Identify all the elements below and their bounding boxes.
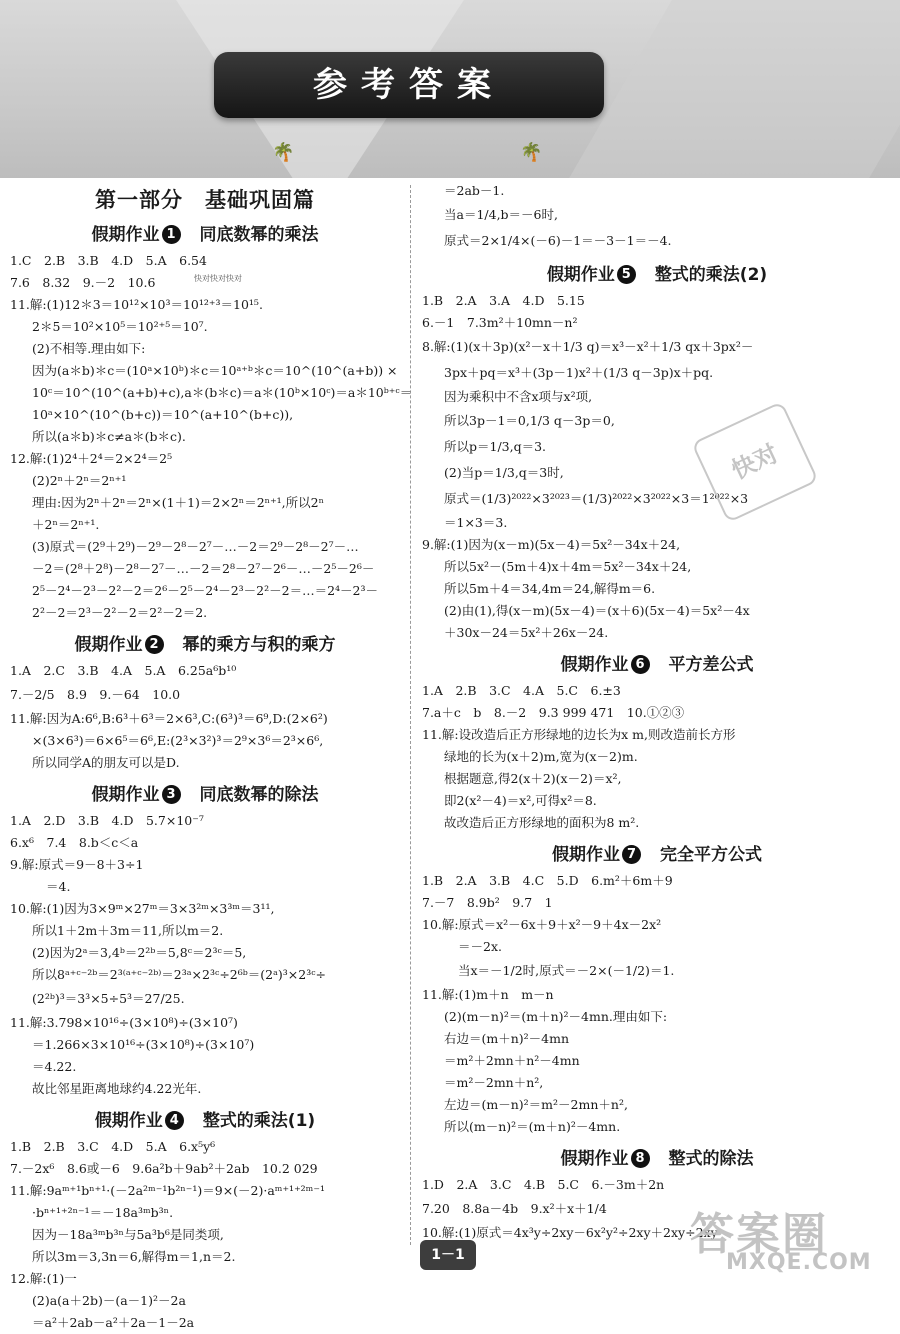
answer-line: ＋2ⁿ＝2ⁿ⁺¹. [32, 517, 100, 532]
number-badge: 5 [617, 265, 636, 284]
answer-block [422, 680, 892, 834]
answer-line: ＋30x－24＝5x²＋26x－24. [444, 625, 609, 640]
answer-line: (2)当p＝1/3,q＝3时, [444, 465, 564, 480]
answer-line: 7.a＋c b 8.－2 9.3 999 471 10.①②③ [422, 705, 685, 720]
answer-line: ×(3×6³)＝6×6⁵＝6⁶,E:(2³×3²)³＝2⁹×3⁶＝2³×6⁶, [32, 733, 324, 748]
answer-line: (3)原式＝(2⁹＋2⁹)－2⁹－2⁸－2⁷－…－2＝2⁹－2⁸－2⁷－… [32, 539, 359, 554]
page-number: 1－1 [420, 1240, 476, 1270]
left-column [10, 180, 413, 1334]
brand-name: 答案圈 [690, 1209, 828, 1260]
section-heading-text [183, 785, 200, 805]
section-heading-text: 假期作业 [74, 635, 143, 655]
section-heading-text: 完全平方公式 [660, 845, 762, 865]
section-heading-text [652, 655, 669, 675]
answer-line: 因为－18a³ᵐb³ⁿ与5a³b⁶是同类项, [32, 1227, 224, 1242]
answer-line: ＝1×3＝3. [444, 515, 508, 530]
section-heading-6 [422, 650, 892, 675]
answer-block [422, 180, 892, 254]
number-badge: 4 [165, 1111, 184, 1130]
section-heading-7 [422, 840, 892, 865]
answer-line: 理由:因为2ⁿ＋2ⁿ＝2ⁿ×(1＋1)＝2×2ⁿ＝2ⁿ⁺¹,所以2ⁿ [32, 495, 325, 510]
section-heading-text: 假期作业 [560, 655, 629, 675]
answer-block [10, 660, 400, 774]
column-divider [410, 185, 411, 1245]
answer-line: 11.解:因为A:6⁶,B:6³＋6³＝2×6³,C:(6³)³＝6⁹,D:(2×6²) [10, 711, 328, 726]
answer-line: 原式＝2×1/4×(－6)－1＝－3－1＝－4. [444, 233, 672, 248]
answer-line: ·bⁿ⁺¹⁺²ⁿ⁻¹＝－18a³ᵐb³ⁿ. [32, 1205, 174, 1220]
answer-line: (2)由(1),得(x－m)(5x－4)＝(x＋6)(5x－4)＝5x²－4x [444, 603, 750, 618]
answer-line: 所以p＝1/3,q＝3. [444, 439, 547, 454]
palm-icon: 🌴 [272, 142, 295, 163]
answer-block [10, 250, 413, 624]
answer-line: 1.A 2.B 3.C 4.A 5.C 6.±3 [422, 683, 621, 698]
section-heading-text: 幂的乘方与积的乘方 [182, 635, 336, 655]
section-heading-8 [422, 1144, 892, 1169]
answer-line: ＝a²＋2ab－a²＋2a－1－2a [32, 1315, 195, 1330]
answer-line: 1.A 2.D 3.B 4.D 5.7×10⁻⁷ [10, 813, 204, 828]
section-heading-text: 整式的乘法(1) [202, 1111, 316, 1131]
answer-line: ＝2ab－1. [444, 183, 505, 198]
answer-line: 7.20 8.8a－4b 9.x²＋x＋1/4 [422, 1201, 607, 1216]
brand-watermark [690, 1198, 900, 1284]
answer-line: 1.C 2.B 3.B 4.D 5.A 6.54 [10, 253, 207, 268]
section-heading-text: 假期作业 [546, 265, 615, 285]
number-badge: 1 [162, 225, 181, 244]
answer-line: 8.解:(1)(x＋3p)(x²－x＋1/3 q)＝x³－x²＋1/3 qx＋3px²－ [422, 339, 754, 354]
answer-line: 当a＝1/4,b＝－6时, [444, 207, 558, 222]
answer-line: 12.解:(1)一 [10, 1271, 77, 1286]
answer-line: 10.解:(1)原式＝4x³y÷2xy－6x²y²÷2xy＋2xy÷2xy [422, 1225, 718, 1240]
answer-line: 6.x⁶ 7.4 8.b＜c＜a [10, 835, 139, 850]
number-badge: 7 [622, 845, 641, 864]
answer-line: 1.A 2.C 3.B 4.A 5.A 6.25a⁶b¹⁰ [10, 663, 237, 678]
section-heading-text: 同底数幂的除法 [199, 785, 319, 805]
answer-line: 2²－2＝2³－2²－2＝2²－2＝2. [32, 605, 208, 620]
answer-line: 右边＝(m＋n)²－4mn [444, 1031, 570, 1046]
answer-line: 11.解:3.798×10¹⁶÷(3×10⁸)÷(3×10⁷) [10, 1015, 238, 1030]
answer-line: (2²ᵇ)³＝3³×5÷5³＝27/25. [32, 991, 185, 1006]
answer-line: 所以3p－1＝0,1/3 q－3p＝0, [444, 413, 615, 428]
answer-line: 所以5m＋4＝34,4m＝24,解得m＝6. [444, 581, 656, 596]
answer-line: ＝m²－2mn＋n², [444, 1075, 544, 1090]
number-badge: 8 [631, 1149, 650, 1168]
section-heading-text: 假期作业 [91, 785, 160, 805]
answer-line: 1.B 2.A 3.A 4.D 5.15 [422, 293, 585, 308]
answer-line: 所以(a＊b)＊c≠a＊(b＊c). [32, 429, 186, 444]
answer-line: 所以1＋2m＋3m＝11,所以m＝2. [32, 923, 224, 938]
answer-line: 所以(m－n)²＝(m＋n)²－4mn. [444, 1119, 621, 1134]
answer-line: (2)(m－n)²＝(m＋n)²－4mn.理由如下: [444, 1009, 668, 1024]
answer-line: 11.解:(1)m＋n m－n [422, 987, 554, 1002]
answer-line: 12.解:(1)2⁴＋2⁴＝2×2⁴＝2⁵ [10, 451, 173, 466]
answer-stamp: 快对快对快对 [194, 274, 242, 283]
section-heading-text: 整式的除法 [668, 1149, 754, 1169]
answer-line: 原式＝(1/3)²⁰²²×3²⁰²³＝(1/3)²⁰²²×3²⁰²²×3＝1²⁰²²×3 [444, 491, 749, 506]
answer-line: ＝4.22. [32, 1059, 77, 1074]
section-heading-text [166, 635, 183, 655]
answer-line: 2＊5＝10²×10⁵＝10²⁺⁵＝10⁷. [32, 319, 208, 334]
answer-line: 因为乘积中不含x项与x²项, [444, 389, 593, 404]
answer-line: 根据题意,得2(x＋2)(x－2)＝x², [444, 771, 622, 786]
section-heading-text: 平方差公式 [668, 655, 754, 675]
answer-line: －2＝(2⁸＋2⁸)－2⁸－2⁷－…－2＝2⁸－2⁷－2⁶－…－2⁵－2⁶－ [32, 561, 375, 576]
answer-line: ＝m²＋2mn＋n²－4mn [444, 1053, 580, 1068]
section-heading-4 [10, 1106, 400, 1131]
answer-line: 所以同学A的朋友可以是D. [32, 755, 180, 770]
answer-line: (2)不相等.理由如下: [32, 341, 146, 356]
section-heading-text: 假期作业 [91, 225, 160, 245]
answer-line: 10ᶜ＝10^(10^(a+b)+c),a＊(b＊c)＝a＊(10ᵇ×10ᶜ)＝a＊10ᵇ⁺ᶜ＝ [32, 385, 413, 400]
answer-line: 11.解:(1)12＊3＝10¹²×10³＝10¹²⁺³＝10¹⁵. [10, 297, 263, 312]
answer-line: 11.解:9aᵐ⁺¹bⁿ⁺¹·(－2a²ᵐ⁻¹b²ⁿ⁻¹)＝9×(－2)·aᵐ⁺¹⁺²ᵐ⁻¹ [10, 1183, 325, 1198]
section-heading-1 [10, 220, 400, 245]
number-badge: 3 [162, 785, 181, 804]
answer-line: 1.D 2.A 3.C 4.B 5.C 6.－3m＋2n [422, 1177, 665, 1192]
answer-line: 7.－7 8.9b² 9.7 1 [422, 895, 553, 910]
answer-line: 10ᵃ×10^(10^(b+c))＝10^(a+10^(b+c)), [32, 407, 294, 422]
answer-line: 10.解:(1)因为3×9ᵐ×27ᵐ＝3×3²ᵐ×3³ᵐ＝3¹¹, [10, 901, 275, 916]
section-heading-text: 同底数幂的乘法 [199, 225, 319, 245]
answer-line: 6.－1 7.3m²＋10mn－n² [422, 315, 578, 330]
answer-line: 7.－2x⁶ 8.6或－6 9.6a²b＋9ab²＋2ab 10.2 029 [10, 1161, 318, 1176]
section-heading-text: 整式的乘法(2) [654, 265, 768, 285]
section-heading-text [186, 1111, 203, 1131]
number-badge: 2 [145, 635, 164, 654]
section-heading-text: 假期作业 [560, 1149, 629, 1169]
answer-line: 11.解:设改造后正方形绿地的边长为x m,则改造前长方形 [422, 727, 736, 742]
section-heading-text: 假期作业 [94, 1111, 163, 1131]
section-heading-5 [422, 260, 892, 285]
section-heading-3 [10, 780, 400, 805]
header-banner [0, 0, 900, 178]
answer-line: 3px＋pq＝x³＋(3p－1)x²＋(1/3 q－3p)x＋pq. [444, 365, 714, 380]
answer-line: (2)2ⁿ＋2ⁿ＝2ⁿ⁺¹ [32, 473, 127, 488]
number-badge: 6 [631, 655, 650, 674]
answer-line: 2⁵－2⁴－2³－2²－2＝2⁶－2⁵－2⁴－2³－2²－2＝…＝2⁴－2³－ [32, 583, 379, 598]
section-heading-text [643, 845, 660, 865]
answer-line: 当x＝－1/2时,原式＝－2×(－1/2)＝1. [458, 963, 675, 978]
answer-line: ＝1.266×3×10¹⁶÷(3×10⁸)÷(3×10⁷) [32, 1037, 255, 1052]
section-heading-text [638, 265, 655, 285]
answer-block [10, 1136, 400, 1334]
answer-block [422, 290, 892, 644]
section-heading-text [183, 225, 200, 245]
answer-line: 所以5x²－(5m＋4)x＋4m＝5x²－34x＋24, [444, 559, 692, 574]
answer-line: 即2(x²－4)＝x²,可得x²＝8. [444, 793, 597, 808]
brand-url: MXQE.COM [726, 1250, 872, 1275]
answer-line: 1.B 2.B 3.C 4.D 5.A 6.x⁵y⁶ [10, 1139, 216, 1154]
answer-line: ＝－2x. [458, 939, 502, 954]
answer-line: 所以3m＝3,3n＝6,解得m＝1,n＝2. [32, 1249, 236, 1264]
page-title: 参考答案 [214, 52, 604, 118]
section-heading-2 [10, 630, 400, 655]
section-heading-text [652, 1149, 669, 1169]
answer-line: 故改造后正方形绿地的面积为8 m². [444, 815, 640, 830]
answer-line: 9.解:(1)因为(x－m)(5x－4)＝5x²－34x＋24, [422, 537, 681, 552]
answer-line: ＝4. [46, 879, 71, 894]
palm-icon: 🌴 [520, 142, 543, 163]
answer-line: 1.B 2.A 3.B 4.C 5.D 6.m²＋6m＋9 [422, 873, 673, 888]
part-title: 第一部分 基础巩固篇 [95, 188, 315, 212]
answer-line: (2)因为2ᵃ＝3,4ᵇ＝2²ᵇ＝5,8ᶜ＝2³ᶜ＝5, [32, 945, 247, 960]
answer-line: 9.解:原式＝9－8＋3÷1 [10, 857, 144, 872]
section-heading-text: 假期作业 [552, 845, 620, 865]
answer-line: 7.－2/5 8.9 9.－64 10.0 [10, 687, 181, 702]
answer-block [10, 810, 400, 1100]
answer-line: 10.解:原式＝x²－6x＋9＋x²－9＋4x－2x² [422, 917, 662, 932]
answer-line: 所以8ᵃ⁺ᶜ⁻²ᵇ＝2³⁽ᵃ⁺ᶜ⁻²ᵇ⁾＝2³ᵃ×2³ᶜ÷2⁶ᵇ＝(2ᵃ)³×2³ᶜ÷ [32, 967, 327, 982]
answer-line: 左边＝(m－n)²＝m²－2mn＋n², [444, 1097, 628, 1112]
answer-line: 因为(a＊b)＊c＝(10ᵃ×10ᵇ)＊c＝10ᵃ⁺ᵇ＊c＝10^(10^(a+b)) × [32, 363, 398, 378]
right-column [422, 180, 892, 1244]
answer-line: 故比邻星距离地球约4.22光年. [32, 1081, 202, 1096]
answer-line: 绿地的长为(x＋2)m,宽为(x－2)m. [444, 749, 638, 764]
answer-line: (2)a(a＋2b)－(a－1)²－2a [32, 1293, 186, 1308]
answer-block [422, 870, 892, 1138]
answer-line: 7.6 8.32 9.－2 10.6 [10, 275, 156, 290]
watermark-stamp: 快对 [691, 401, 819, 523]
